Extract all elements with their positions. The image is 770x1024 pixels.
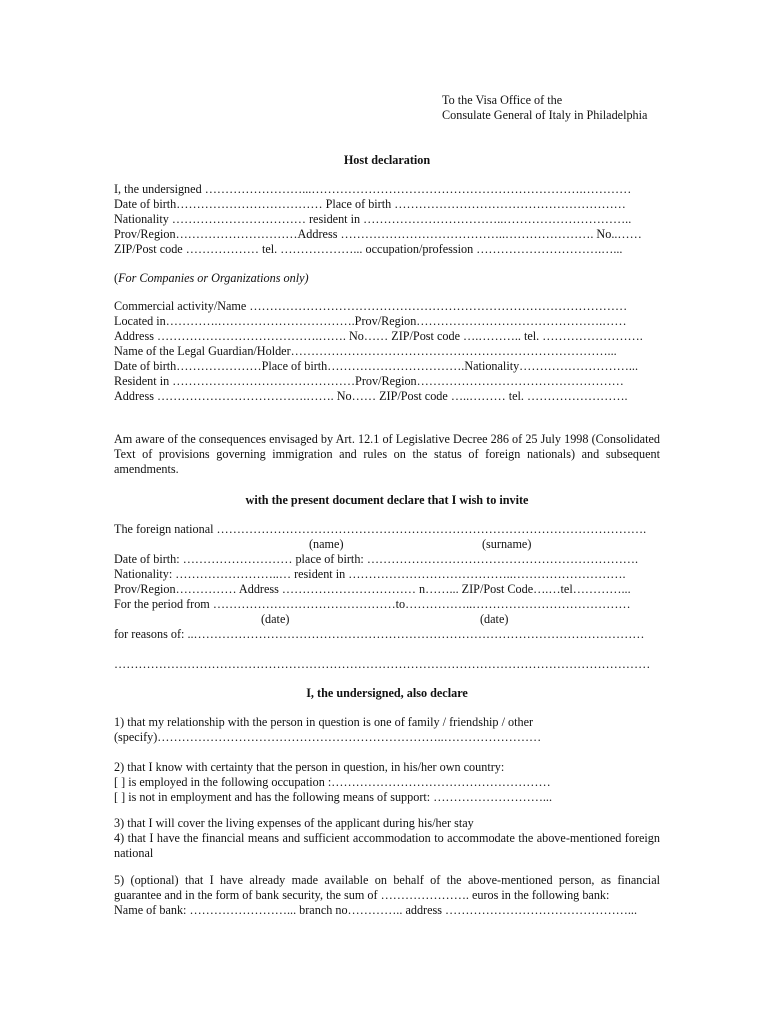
guardian-birth-line: Date of birth…………………Place of birth…………………………….Nationality………………………... [114,359,639,373]
declaration-2-line-1: 2) that I know with certainty that the person in question, in his/her own country: [114,760,505,774]
foreign-address-line: Prov/Region…………… Address …………………………… n……... ZIP/Post Code….…tel…………... [114,582,631,596]
awareness-paragraph: Am aware of the consequences envisaged by Art. 12.1 of Legislative Decree 286 of 25 July 1998 (Consolidated Text of provisions governing immigration and rules on the status of foreign nationals) and subsequent amendments. [114,432,660,476]
declaration-1-line-1: 1) that my relationship with the person in question is one of family / friendship / other [114,715,534,729]
date-to-label: (date) [480,612,509,626]
company-address-line: Address ………………………………….……. No…… ZIP/Post code ….……….. tel. ……………………. [114,329,643,343]
companies-note [114,271,660,286]
addressee-line-1: To the Visa Office of the [442,93,563,107]
reasons-line: for reasons of: ..………………………………………………………………………………………………… [114,627,645,641]
declaration-2-option-not-employed: [ ] is not in employment and has the following means of support: ………………………... [114,790,553,804]
foreign-nationality-line: Nationality: ……………………..… resident in …………………………………..………………………. [114,567,626,581]
declaration-5-bank-line: Name of bank: ……………………... branch no………….. address ………………………………………... [114,903,637,917]
company-name-line: Commercial activity/Name ………………………………………………………………………………… [114,299,628,313]
host-address-line: Prov/Region…………………………Address …………………………………..…………………. No..…… [114,227,642,241]
companies-note-text: For Companies or Organizations only) [118,271,309,285]
declaration-5: 5) (optional) that I have already made available on behalf of the above-mentioned person, as financial guarantee and in the form of bank security, the sum of …………………. euros in the following bank: [114,873,660,902]
guardian-address-line: Address ……………………………….……. No…… ZIP/Post code …..……… tel. ……………………. [114,389,628,403]
host-zip-line: ZIP/Post code ……………… tel. ………………... occupation/profession ………………………….…... [114,242,623,256]
companies-note-paren: ( [114,271,119,285]
also-declare-heading: I, the undersigned, also declare [306,686,468,700]
host-birth-line: Date of birth……………………………… Place of birth ………………………………………………… [114,197,626,211]
guardian-resident-line: Resident in ………………………………………Prov/Region…………………………………………… [114,374,624,388]
legal-guardian-line: Name of the Legal Guardian/Holder……………………………………………………………………... [114,344,617,358]
declare-heading: with the present document declare that I wish to invite [245,493,529,507]
declaration-4: 4) that I have the financial means and sufficient accommodation to accommodate the above-mentioned foreign national [114,831,660,860]
surname-label: (surname) [482,537,532,551]
declaration-3: 3) that I will cover the living expenses of the applicant during his/her stay [114,816,474,830]
date-from-label: (date) [261,612,290,626]
company-location-line: Located in………….…………………………….Prov/Region……………………………………….…… [114,314,627,328]
host-nationality-line: Nationality …………………………… resident in ……………………………..………………………….. [114,212,632,226]
document-title: Host declaration [343,153,431,167]
name-label: (name) [309,537,344,551]
addressee-line-2: Consulate General of Italy in Philadelphia [442,108,648,122]
host-undersigned-line: I, the undersigned ……………………...………………………………………………………….………… [114,182,632,196]
reasons-continuation-line: …………………………………………………………………………………………………………………… [114,657,651,671]
period-line: For the period from ………………………………………to……………..………………………………… [114,597,631,611]
foreign-national-line: The foreign national ……………………………………………………………………………………………. [114,522,647,536]
declaration-1-line-2: (specify)……………………………………………………………..…………………… [114,730,542,744]
foreign-birth-line: Date of birth: ……………………… place of birth: …………………………………………………………. [114,552,639,566]
declaration-2-option-employed: [ ] is employed in the following occupation :……………………………………………… [114,775,551,789]
